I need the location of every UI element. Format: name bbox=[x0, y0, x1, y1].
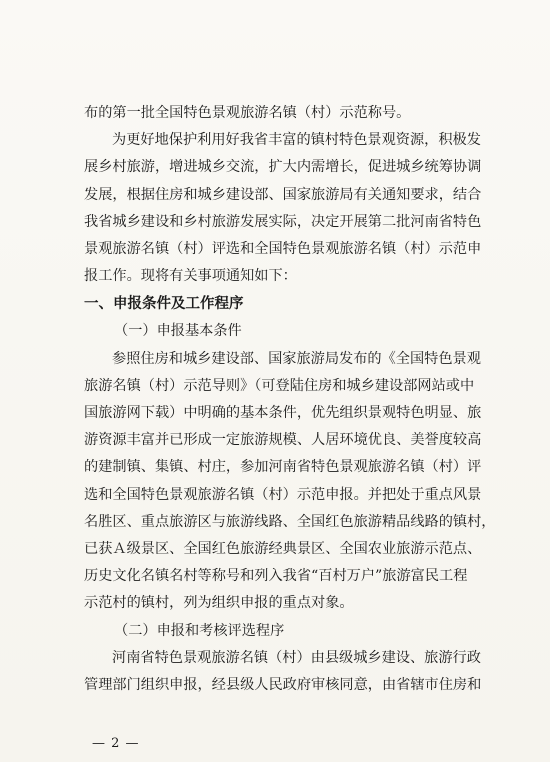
text-line: 国旅游网下载）中明确的基本条件，优先组织景观特色明显、旅 bbox=[84, 405, 482, 422]
paragraph-4 bbox=[84, 645, 480, 699]
paragraph-3 bbox=[84, 346, 496, 618]
subsection-heading: （一）申报基本条件 bbox=[114, 323, 242, 340]
text-line: 报工作。现将有关事项通知如下： bbox=[84, 268, 297, 285]
section-heading: 一、申报条件及工作程序 bbox=[84, 295, 244, 313]
paragraph-1 bbox=[84, 100, 480, 127]
text-line: 发展，根据住房和城乡建设部、国家旅游局有关通知要求，结合 bbox=[84, 186, 482, 203]
text-line: 参照住房和城乡建设部、国家旅游局发布的《全国特色景观 bbox=[112, 350, 481, 367]
text-line: 布的第一批全国特色景观旅游名镇（村）示范称号。 bbox=[84, 105, 411, 121]
text-line: 的建制镇、集镇、村庄，参加河南省特色景观旅游名镇（村）评 bbox=[84, 459, 482, 476]
text-line: 河南省特色景观旅游名镇（村）由县级城乡建设、旅游行政 bbox=[112, 649, 481, 666]
text-line: 游资源丰富并已形成一定旅游规模、人居环境优良、美誉度较高 bbox=[84, 432, 482, 449]
text-line: 景观旅游名镇（村）评选和全国特色景观旅游名镇（村）示范申 bbox=[84, 241, 482, 258]
text-line: 历史文化名镇名村等称号和列入我省“百村万户”旅游富民工程 bbox=[84, 568, 468, 585]
document-body bbox=[84, 100, 496, 699]
page-number: — 2 — bbox=[92, 736, 140, 751]
text-line: 展乡村旅游，增进城乡交流，扩大内需增长，促进城乡统筹协调 bbox=[84, 159, 482, 176]
text-line: 为更好地保护利用好我省丰富的镇村特色景观资源，积极发 bbox=[112, 132, 481, 149]
subsection-heading: （二）申报和考核评选程序 bbox=[114, 622, 285, 639]
text-line: 选和全国特色景观旅游名镇（村）示范申报。并把处于重点风景 bbox=[84, 486, 482, 503]
text-line: 名胜区、重点旅游区与旅游线路、全国红色旅游精品线路的镇村， bbox=[84, 513, 496, 530]
paragraph-2 bbox=[84, 127, 480, 290]
text-line: 我省城乡建设和乡村旅游发展实际，决定开展第二批河南省特色 bbox=[84, 213, 482, 230]
text-line: 已获Ａ级景区、全国红色旅游经典景区、全国农业旅游示范点、 bbox=[84, 541, 482, 558]
text-line: 旅游名镇（村）示范导则》（可登陆住房和城乡建设部网站或中 bbox=[84, 377, 475, 394]
text-line: 示范村的镇村，列为组织申报的重点对象。 bbox=[84, 595, 354, 612]
text-line: 管理部门组织申报，经县级人民政府审核同意，由省辖市住房和 bbox=[84, 677, 482, 694]
